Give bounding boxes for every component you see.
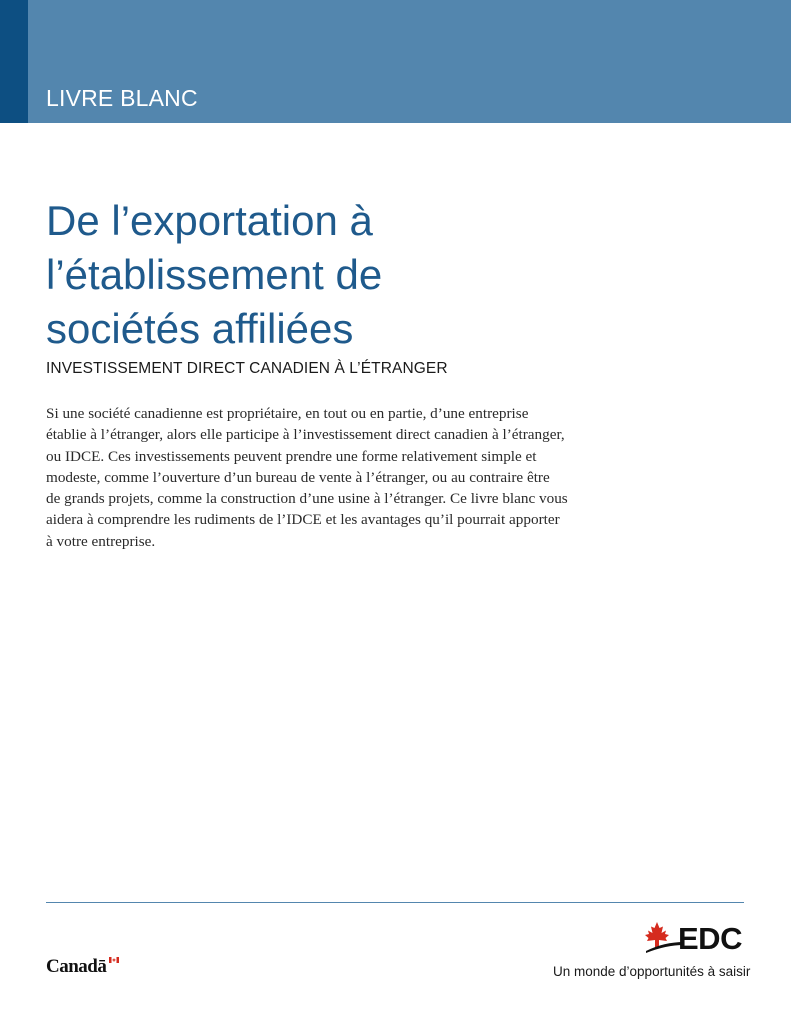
intro-paragraph: [46, 403, 646, 552]
title-line: De l’exportation à: [46, 197, 373, 244]
intro-line: à votre entreprise.: [46, 532, 156, 550]
canada-flag-icon: [109, 957, 119, 963]
header-accent-bar: [0, 0, 28, 123]
intro-line: ou IDCE. Ces investissements peuvent prendre une forme relativement simple et: [46, 447, 537, 465]
intro-line: aidera à comprendre les rudiments de l’IDCE et les avantages qu’il pourrait apporter: [46, 511, 560, 529]
intro-line: établie à l’étranger, alors elle participe à l’investissement direct canadien à l’étranger,: [46, 426, 565, 444]
intro-line: de grands projets, comme la construction d’une usine à l’étranger. Ce livre blanc vous: [46, 490, 568, 508]
title-line: sociétés affiliées: [46, 305, 354, 352]
intro-line: Si une société canadienne est propriétaire, en tout ou en partie, d’une entreprise: [46, 405, 529, 422]
edc-logo-text: EDC: [678, 921, 742, 956]
edc-tagline: Un monde d’opportunités à saisir: [553, 964, 751, 979]
intro-line: modeste, comme l’ouverture d’un bureau de vente à l’étranger, ou au contraire être: [46, 468, 550, 486]
title-line: l’établissement de: [46, 251, 383, 298]
footer-divider: [46, 902, 744, 903]
document-subtitle: INVESTISSEMENT DIRECT CANADIEN À L’ÉTRANGER: [46, 360, 448, 377]
document-title: [46, 194, 606, 356]
document-type-label: LIVRE BLANC: [46, 85, 198, 111]
canada-wordmark: Canadā: [46, 956, 107, 977]
